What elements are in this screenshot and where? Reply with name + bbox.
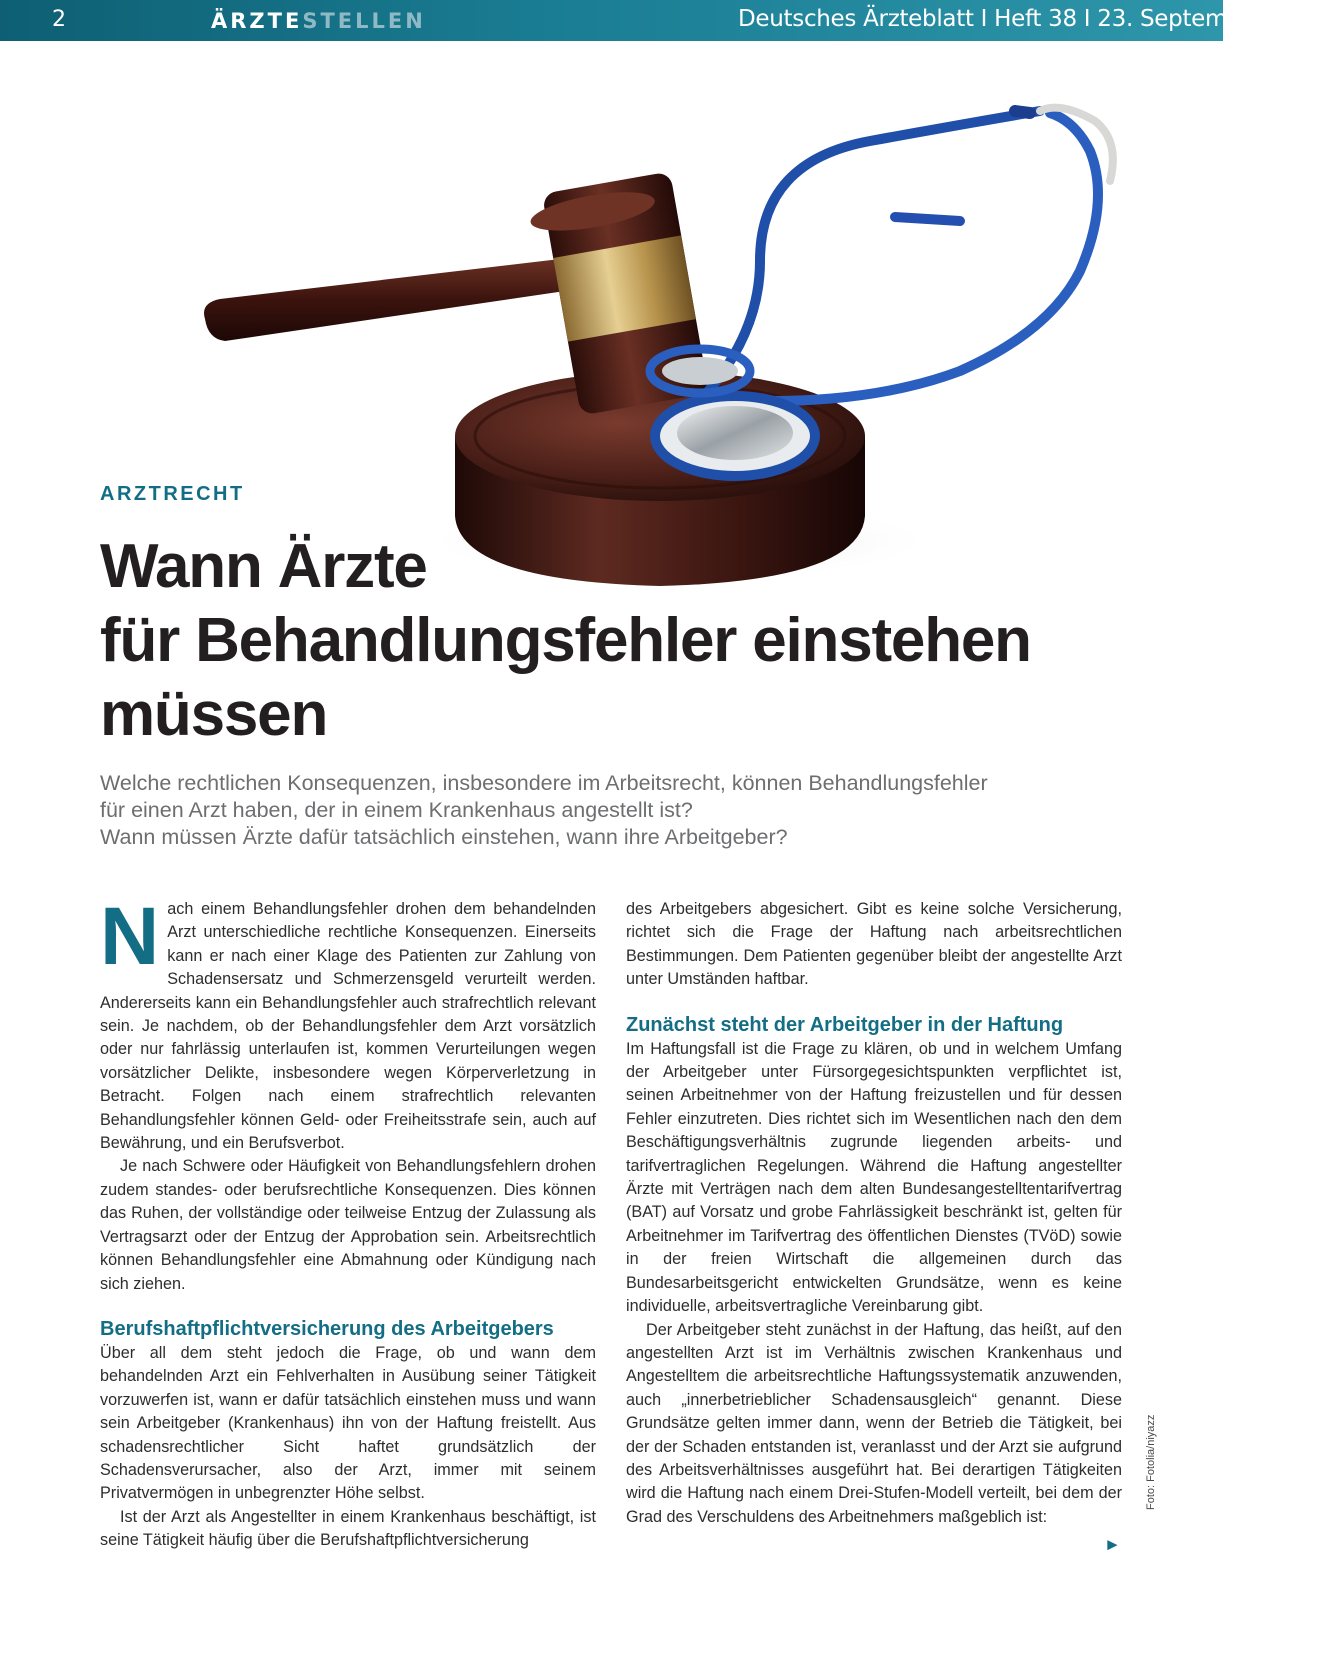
paragraph-text: ach einem Behandlungsfehler drohen dem behandelnden Arzt unterschiedliche rechtliche Konsequenzen. Einerseits kann er nach einer Klage des Patienten zur Zahlung von Schadensersatz und Schmerzensgeld verurteilt werden. Andererseits kann ein Behandlungsfehler auch strafrechtlich relevant sein. Je nachdem, ob der Behandlungsfehler dem Arzt vorsätzlich oder nur fahrlässig unterlaufen ist, kommen Verurteilungen wegen vorsätzlicher Delikte, insbesondere wegen Körperverletzung in Betracht. Folgen nach einem strafrechtlich relevanten Behandlungsfehler können Geld- oder Freiheitsstrafe sein, auch auf Bewährung, und ein Berufsverbot.: [100, 900, 596, 1153]
kicker: ARZTRECHT: [100, 483, 245, 505]
body-paragraph: Je nach Schwere oder Häufigkeit von Behandlungsfehlern drohen zudem standes- oder berufsrechtliche Konsequenzen. Dies können das Ruhen, der vollständige oder teilweise Entzug der Zulassung als Vertragsarzt oder der Entzug der Approbation sein. Arbeitsrechtlich können Behandlungsfehler eine Abmahnung oder Kündigung nach sich ziehen.: [100, 1157, 596, 1293]
lead-line-1: Welche rechtlichen Konsequenzen, insbesondere im Arbeitsrecht, können Behandlungsfehler: [100, 771, 988, 795]
lead-paragraph: [100, 770, 1000, 851]
body-paragraph: Der Arbeitgeber steht zunächst in der Haftung, das heißt, auf den angestellten Arzt ist im Verhältnis zwischen Krankenhaus und Angestelltem die arbeitsrechtliche Haftungssystematik anzuwenden, auch „innerbetrieblicher Schadensausgleich“ genannt. Diese Grundsätze gelten immer dann, wenn der Betrieb die Tätigkeit, bei der der Schaden entstanden ist, veranlasst und der Arzt sie aufgrund des Arbeitsverhältnisses ausgeführt hat. Bei derartigen Tätigkeiten wird die Haftung nach einem Drei-Stufen-Modell verteilt, bei dem der Grad des Verschuldens des Arbeitnehmers maßgeblich ist:: [626, 1320, 1122, 1526]
headline-line-1: Wann Ärzte: [100, 532, 427, 601]
body-paragraph: des Arbeitgebers abgesichert. Gibt es keine solche Versicherung, richtet sich die Frage der Haftung nach arbeitsrechtlichen Bestimmungen. Dem Patienten gegenüber bleibt der angestellte Arzt unter Umständen haftbar.: [626, 900, 1122, 989]
drop-cap: N: [100, 891, 160, 982]
lead-line-2: für einen Arzt haben, der in einem Krankenhaus angestellt ist?: [100, 798, 693, 822]
lead-line-3: Wann müssen Ärzte dafür tatsächlich einstehen, wann ihre Arbeitgeber?: [100, 825, 788, 849]
brand-part2: STELLEN: [302, 9, 426, 33]
body-paragraph: Ist der Arzt als Angestellter in einem Krankenhaus beschäftigt, ist seine Tätigkeit häufig über die Berufshaftpflichtversicherung: [100, 1507, 596, 1550]
body-paragraph: [100, 891, 596, 1155]
issue-info: Deutsches Ärzteblatt I Heft 38 I 23. September 2016: [738, 6, 1329, 32]
page-number: 2: [52, 7, 66, 32]
body-paragraph: Über all dem steht jedoch die Frage, ob und wann dem behandelnden Arzt ein Fehlverhalten in Ausübung seiner Tätigkeit vorzuwerfen ist, wann er dafür tatsächlich einstehen muss und wann sein Arbeitgeber (Krankenhaus) ihn von der Haftung freistellt. Aus schadensrechtlicher Sicht haftet grundsätzlich der Schadensverursacher, also der Arzt, immer mit seinem Privatvermögen in unbegrenzter Höhe selbst.: [100, 1343, 596, 1503]
article-column-right: [626, 898, 1122, 1529]
brand-logo: [211, 9, 426, 33]
headline-line-3: müssen: [100, 680, 328, 749]
section-heading: Zunächst steht der Arbeitgeber in der Haftung: [626, 1013, 1064, 1036]
headline: [100, 530, 1060, 752]
brand-part1: ÄRZTE: [211, 9, 303, 33]
header-bar: [0, 0, 1329, 41]
article-column-left: [100, 891, 596, 1553]
triangle-right-icon: ►: [1104, 1535, 1121, 1554]
section-heading: Berufshaftpflichtversicherung des Arbeitgebers: [100, 1317, 554, 1340]
photo-credit: Foto: Fotolia/niyazz: [1145, 1414, 1157, 1510]
headline-line-2: für Behandlungsfehler einstehen: [100, 606, 1031, 675]
body-paragraph: Im Haftungsfall ist die Frage zu klären, ob und in welchem Umfang der Arbeitgeber unter Fürsorgegesichtspunkten verpflichtet ist, seinen Arbeitnehmer von der Haftung freizustellen und für dessen Fehler einzutreten. Dies richtet sich im Wesentlichen nach den dem Beschäftigungsverhältnis zugrunde liegenden arbeits- und tarifvertraglichen Regelungen. Während die Haftung angestellter Ärzte mit Verträgen nach dem alten Bundesangestelltentarifvertrag (BAT) auf Vorsatz und grobe Fahrlässigkeit beschränkt ist, gelten für Arbeitnehmer im Tarifvertrag des öffentlichen Dienstes (TVöD) sowie in der freien Wirtschaft die allgemeinen durch das Bundesarbeitsgericht entwickelten Grundsätze, wenn es keine individuelle, arbeitsvertragliche Vereinbarung gibt.: [626, 1039, 1122, 1316]
